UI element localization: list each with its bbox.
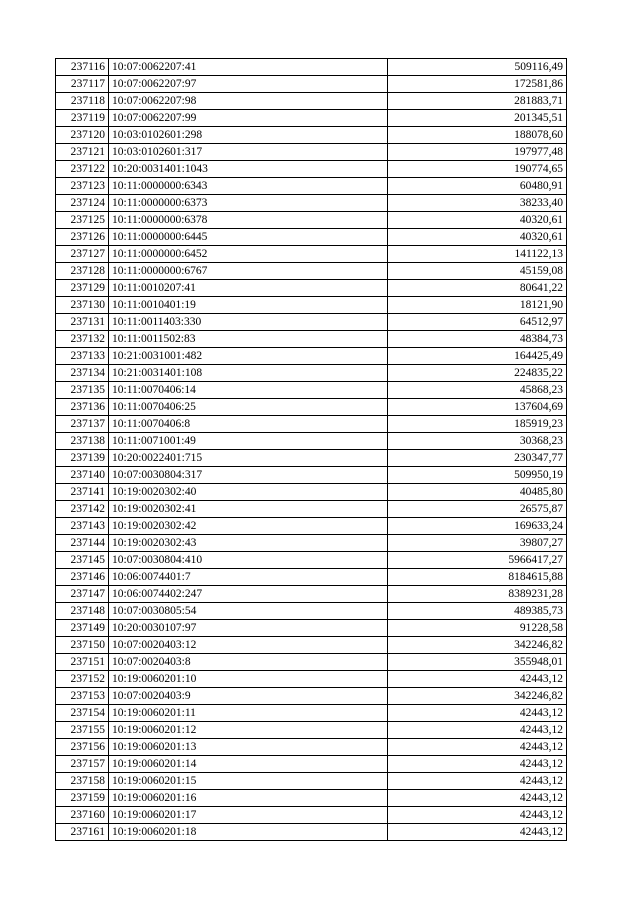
table-row (56, 824, 567, 841)
amount-cell: 42443,12 (388, 722, 567, 739)
table-row (56, 161, 567, 178)
table-row (56, 654, 567, 671)
cadastral-number-cell: 10:07:0020403:8 (109, 654, 388, 671)
table-row (56, 705, 567, 722)
cadastral-number-cell: 10:19:0060201:14 (109, 756, 388, 773)
cadastral-number-cell: 10:07:0020403:12 (109, 637, 388, 654)
amount-cell: 42443,12 (388, 824, 567, 841)
row-id-cell: 237127 (56, 246, 109, 263)
cadastral-number-cell: 10:21:0031001:482 (109, 348, 388, 365)
table-row (56, 790, 567, 807)
table-row (56, 807, 567, 824)
cadastral-number-cell: 10:03:0102601:298 (109, 127, 388, 144)
cadastral-number-cell: 10:19:0060201:17 (109, 807, 388, 824)
row-id-cell: 237129 (56, 280, 109, 297)
row-id-cell: 237119 (56, 110, 109, 127)
amount-cell: 39807,27 (388, 535, 567, 552)
cadastral-number-cell: 10:07:0030804:410 (109, 552, 388, 569)
amount-cell: 489385,73 (388, 603, 567, 620)
row-id-cell: 237117 (56, 76, 109, 93)
amount-cell: 42443,12 (388, 773, 567, 790)
row-id-cell: 237140 (56, 467, 109, 484)
amount-cell: 42443,12 (388, 807, 567, 824)
row-id-cell: 237161 (56, 824, 109, 841)
table-row (56, 178, 567, 195)
table-row (56, 450, 567, 467)
cadastral-number-cell: 10:03:0102601:317 (109, 144, 388, 161)
table-row (56, 501, 567, 518)
table-row (56, 433, 567, 450)
row-id-cell: 237145 (56, 552, 109, 569)
cadastral-number-cell: 10:06:0074401:7 (109, 569, 388, 586)
row-id-cell: 237138 (56, 433, 109, 450)
row-id-cell: 237122 (56, 161, 109, 178)
table-row (56, 382, 567, 399)
cadastral-number-cell: 10:19:0060201:12 (109, 722, 388, 739)
row-id-cell: 237139 (56, 450, 109, 467)
row-id-cell: 237158 (56, 773, 109, 790)
table-row (56, 773, 567, 790)
table-row (56, 127, 567, 144)
table-row (56, 688, 567, 705)
row-id-cell: 237130 (56, 297, 109, 314)
row-id-cell: 237125 (56, 212, 109, 229)
amount-cell: 355948,01 (388, 654, 567, 671)
cadastral-number-cell: 10:19:0060201:10 (109, 671, 388, 688)
table-row (56, 739, 567, 756)
row-id-cell: 237148 (56, 603, 109, 620)
amount-cell: 18121,90 (388, 297, 567, 314)
amount-cell: 38233,40 (388, 195, 567, 212)
amount-cell: 40320,61 (388, 212, 567, 229)
cadastral-number-cell: 10:19:0060201:15 (109, 773, 388, 790)
row-id-cell: 237118 (56, 93, 109, 110)
row-id-cell: 237128 (56, 263, 109, 280)
amount-cell: 185919,23 (388, 416, 567, 433)
row-id-cell: 237131 (56, 314, 109, 331)
amount-cell: 342246,82 (388, 637, 567, 654)
cadastral-number-cell: 10:07:0030805:54 (109, 603, 388, 620)
amount-cell: 201345,51 (388, 110, 567, 127)
row-id-cell: 237143 (56, 518, 109, 535)
row-id-cell: 237135 (56, 382, 109, 399)
cadastral-number-cell: 10:11:0000000:6452 (109, 246, 388, 263)
cadastral-number-cell: 10:11:0070406:25 (109, 399, 388, 416)
table-row (56, 671, 567, 688)
amount-cell: 169633,24 (388, 518, 567, 535)
table-body (56, 59, 567, 841)
table-row (56, 552, 567, 569)
table-row (56, 229, 567, 246)
cadastral-number-cell: 10:11:0010401:19 (109, 297, 388, 314)
row-id-cell: 237155 (56, 722, 109, 739)
row-id-cell: 237133 (56, 348, 109, 365)
table-row (56, 637, 567, 654)
amount-cell: 5966417,27 (388, 552, 567, 569)
row-id-cell: 237123 (56, 178, 109, 195)
amount-cell: 30368,23 (388, 433, 567, 450)
table-row (56, 365, 567, 382)
cadastral-number-cell: 10:11:0010207:41 (109, 280, 388, 297)
table-row (56, 93, 567, 110)
table-row (56, 399, 567, 416)
row-id-cell: 237116 (56, 59, 109, 76)
table-row (56, 76, 567, 93)
row-id-cell: 237144 (56, 535, 109, 552)
table-row (56, 722, 567, 739)
table-row (56, 263, 567, 280)
row-id-cell: 237147 (56, 586, 109, 603)
table-row (56, 586, 567, 603)
cadastral-number-cell: 10:19:0060201:16 (109, 790, 388, 807)
amount-cell: 8389231,28 (388, 586, 567, 603)
cadastral-number-cell: 10:07:0062207:97 (109, 76, 388, 93)
table-row (56, 603, 567, 620)
cadastral-number-cell: 10:20:0031401:1043 (109, 161, 388, 178)
amount-cell: 141122,13 (388, 246, 567, 263)
row-id-cell: 237121 (56, 144, 109, 161)
cadastral-number-cell: 10:19:0020302:41 (109, 501, 388, 518)
amount-cell: 164425,49 (388, 348, 567, 365)
amount-cell: 80641,22 (388, 280, 567, 297)
amount-cell: 509116,49 (388, 59, 567, 76)
amount-cell: 42443,12 (388, 790, 567, 807)
cadastral-number-cell: 10:07:0062207:99 (109, 110, 388, 127)
data-table (55, 58, 567, 841)
row-id-cell: 237134 (56, 365, 109, 382)
cadastral-number-cell: 10:11:0000000:6343 (109, 178, 388, 195)
cadastral-number-cell: 10:19:0020302:43 (109, 535, 388, 552)
row-id-cell: 237149 (56, 620, 109, 637)
amount-cell: 197977,48 (388, 144, 567, 161)
amount-cell: 42443,12 (388, 671, 567, 688)
amount-cell: 40320,61 (388, 229, 567, 246)
table-row (56, 467, 567, 484)
amount-cell: 42443,12 (388, 756, 567, 773)
row-id-cell: 237126 (56, 229, 109, 246)
amount-cell: 60480,91 (388, 178, 567, 195)
row-id-cell: 237159 (56, 790, 109, 807)
cadastral-number-cell: 10:11:0011502:83 (109, 331, 388, 348)
cadastral-number-cell: 10:07:0030804:317 (109, 467, 388, 484)
cadastral-number-cell: 10:07:0020403:9 (109, 688, 388, 705)
table-row (56, 416, 567, 433)
cadastral-number-cell: 10:20:0022401:715 (109, 450, 388, 467)
amount-cell: 42443,12 (388, 739, 567, 756)
amount-cell: 230347,77 (388, 450, 567, 467)
document-page (55, 58, 566, 841)
amount-cell: 190774,65 (388, 161, 567, 178)
row-id-cell: 237150 (56, 637, 109, 654)
table-row (56, 331, 567, 348)
table-row (56, 518, 567, 535)
table-row (56, 348, 567, 365)
cadastral-number-cell: 10:19:0020302:40 (109, 484, 388, 501)
amount-cell: 48384,73 (388, 331, 567, 348)
row-id-cell: 237152 (56, 671, 109, 688)
amount-cell: 224835,22 (388, 365, 567, 382)
cadastral-number-cell: 10:20:0030107:97 (109, 620, 388, 637)
cadastral-number-cell: 10:11:0011403:330 (109, 314, 388, 331)
amount-cell: 8184615,88 (388, 569, 567, 586)
row-id-cell: 237146 (56, 569, 109, 586)
table-row (56, 569, 567, 586)
amount-cell: 342246,82 (388, 688, 567, 705)
cadastral-number-cell: 10:06:0074402:247 (109, 586, 388, 603)
cadastral-number-cell: 10:11:0000000:6378 (109, 212, 388, 229)
amount-cell: 64512,97 (388, 314, 567, 331)
cadastral-number-cell: 10:07:0062207:41 (109, 59, 388, 76)
row-id-cell: 237154 (56, 705, 109, 722)
table-row (56, 756, 567, 773)
row-id-cell: 237141 (56, 484, 109, 501)
cadastral-number-cell: 10:11:0000000:6445 (109, 229, 388, 246)
table-row (56, 212, 567, 229)
row-id-cell: 237151 (56, 654, 109, 671)
amount-cell: 45159,08 (388, 263, 567, 280)
row-id-cell: 237136 (56, 399, 109, 416)
row-id-cell: 237157 (56, 756, 109, 773)
table-row (56, 314, 567, 331)
cadastral-number-cell: 10:19:0060201:13 (109, 739, 388, 756)
row-id-cell: 237156 (56, 739, 109, 756)
row-id-cell: 237132 (56, 331, 109, 348)
cadastral-number-cell: 10:07:0062207:98 (109, 93, 388, 110)
cadastral-number-cell: 10:21:0031401:108 (109, 365, 388, 382)
cadastral-number-cell: 10:11:0000000:6373 (109, 195, 388, 212)
table-row (56, 535, 567, 552)
table-row (56, 620, 567, 637)
amount-cell: 137604,69 (388, 399, 567, 416)
cadastral-number-cell: 10:19:0020302:42 (109, 518, 388, 535)
amount-cell: 26575,87 (388, 501, 567, 518)
row-id-cell: 237120 (56, 127, 109, 144)
cadastral-number-cell: 10:19:0060201:11 (109, 705, 388, 722)
cadastral-number-cell: 10:11:0070406:8 (109, 416, 388, 433)
amount-cell: 188078,60 (388, 127, 567, 144)
table-row (56, 110, 567, 127)
amount-cell: 172581,86 (388, 76, 567, 93)
cadastral-number-cell: 10:11:0070406:14 (109, 382, 388, 399)
amount-cell: 91228,58 (388, 620, 567, 637)
row-id-cell: 237160 (56, 807, 109, 824)
row-id-cell: 237137 (56, 416, 109, 433)
table-row (56, 246, 567, 263)
cadastral-number-cell: 10:19:0060201:18 (109, 824, 388, 841)
amount-cell: 281883,71 (388, 93, 567, 110)
amount-cell: 42443,12 (388, 705, 567, 722)
table-row (56, 297, 567, 314)
amount-cell: 45868,23 (388, 382, 567, 399)
cadastral-number-cell: 10:11:0071001:49 (109, 433, 388, 450)
amount-cell: 509950,19 (388, 467, 567, 484)
amount-cell: 40485,80 (388, 484, 567, 501)
row-id-cell: 237142 (56, 501, 109, 518)
table-row (56, 195, 567, 212)
table-row (56, 280, 567, 297)
row-id-cell: 237153 (56, 688, 109, 705)
cadastral-number-cell: 10:11:0000000:6767 (109, 263, 388, 280)
table-row (56, 144, 567, 161)
table-row (56, 59, 567, 76)
row-id-cell: 237124 (56, 195, 109, 212)
table-row (56, 484, 567, 501)
